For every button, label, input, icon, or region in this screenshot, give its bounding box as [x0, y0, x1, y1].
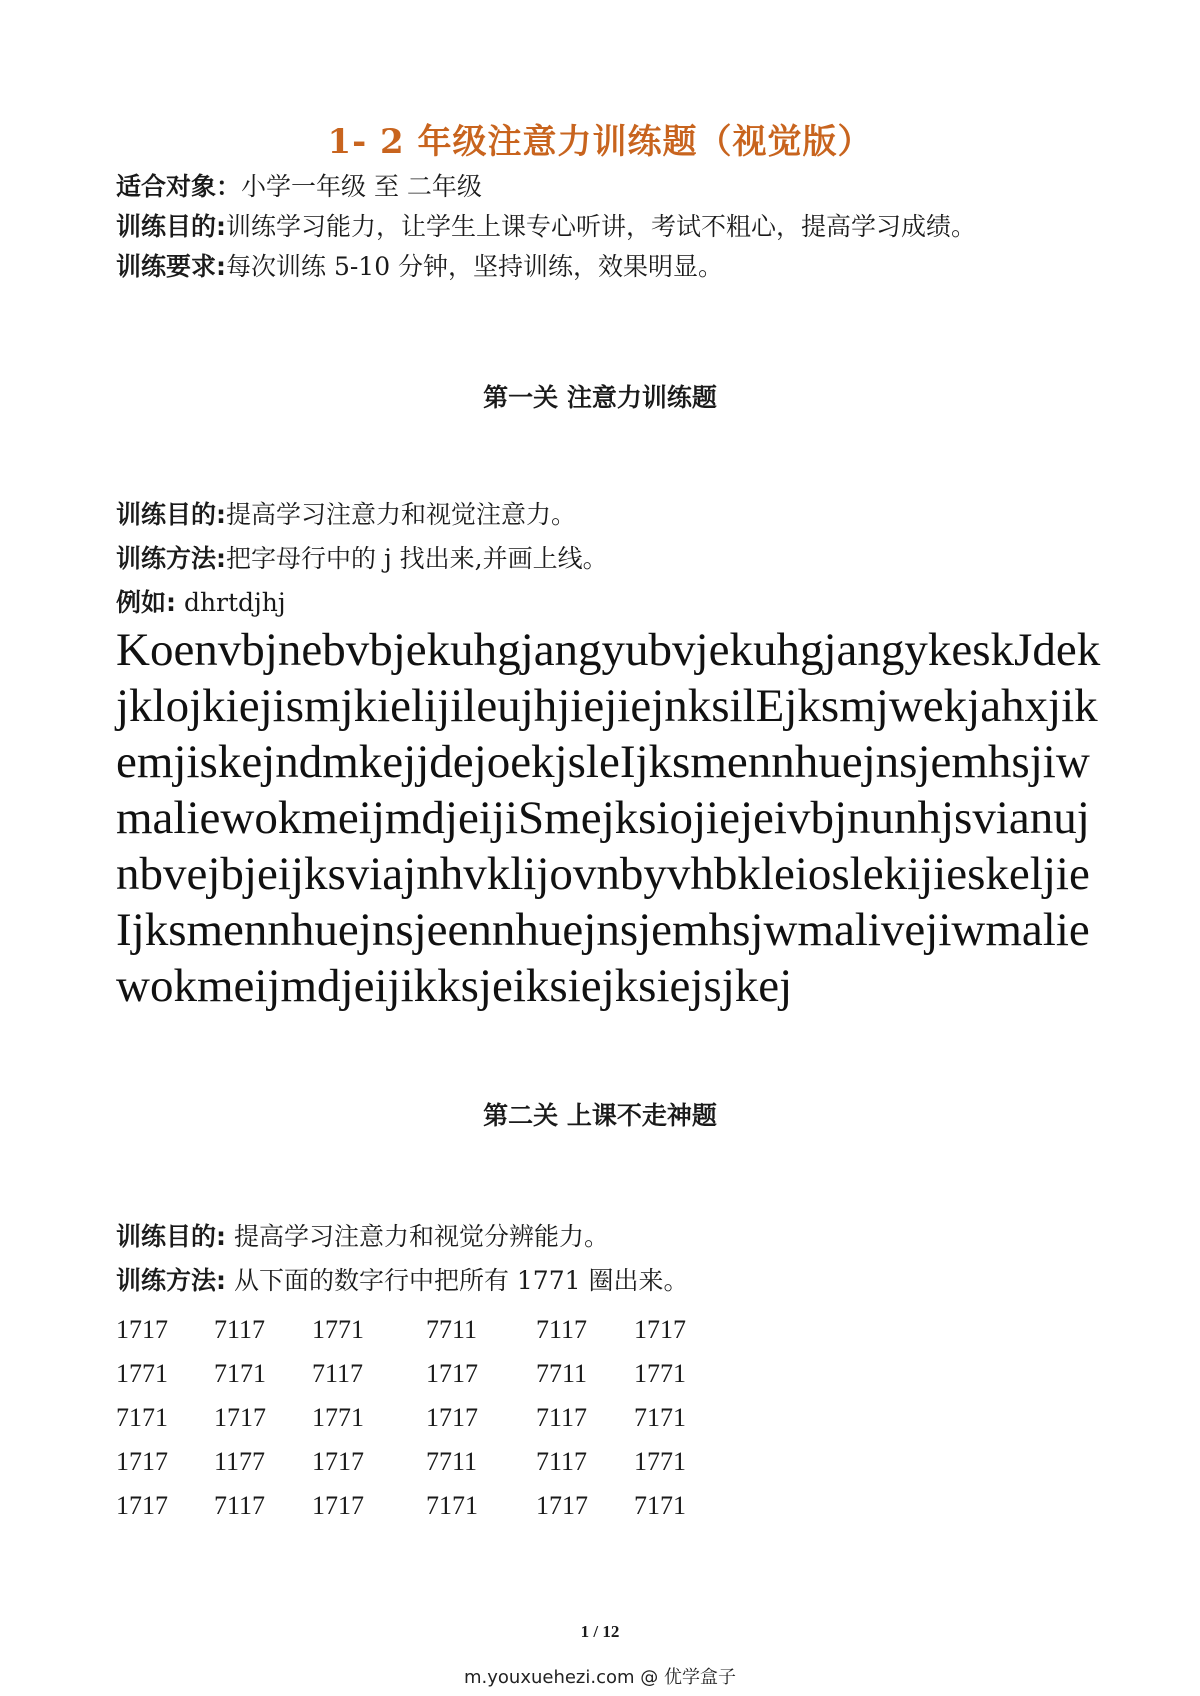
number-cell: 1717 — [116, 1447, 168, 1476]
number-row — [116, 1484, 714, 1528]
number-cell: 7117 — [536, 1447, 588, 1476]
number-cell: 7711 — [536, 1359, 588, 1388]
section2-method-label: 训练方法: — [116, 1266, 226, 1295]
section2-method-line — [116, 1266, 688, 1296]
section1-method-value: 把字母行中的 j 找出来,并画上线。 — [226, 544, 608, 573]
number-cell: 1771 — [116, 1359, 168, 1388]
number-cell: 1771 — [634, 1359, 686, 1388]
section1-purpose-line — [116, 500, 576, 530]
number-cell: 1717 — [116, 1315, 168, 1344]
section1-method-label: 训练方法: — [116, 544, 226, 573]
number-row — [116, 1396, 714, 1440]
section2-purpose-value: 提高学习注意力和视觉分辨能力。 — [226, 1222, 609, 1251]
letter-block — [116, 622, 1136, 1014]
requirement-value: 每次训练 5-10 分钟，坚持训练，效果明显。 — [226, 252, 724, 281]
number-cell: 1177 — [214, 1447, 266, 1476]
number-cell: 1771 — [312, 1403, 364, 1432]
number-cell: 1717 — [536, 1491, 588, 1520]
number-cell: 1717 — [426, 1403, 478, 1432]
purpose-label: 训练目的: — [116, 212, 226, 241]
number-cell: 7117 — [312, 1359, 364, 1388]
number-row — [116, 1440, 714, 1484]
target-line — [116, 172, 482, 202]
section1-purpose-label: 训练目的: — [116, 500, 226, 529]
number-cell: 7171 — [634, 1403, 686, 1432]
target-label: 适合对象： — [116, 172, 242, 201]
section1-example-label: 例如: — [116, 588, 176, 617]
number-cell: 7171 — [426, 1491, 478, 1520]
number-cell: 7171 — [214, 1359, 266, 1388]
number-cell: 7117 — [536, 1315, 588, 1344]
number-cell: 1771 — [634, 1447, 686, 1476]
number-cell: 1771 — [312, 1315, 364, 1344]
letter-line: emjiskejndmkejjdejoekjsleIjksmennhuejnsjemhsjiw — [116, 736, 1090, 788]
section2-purpose-label: 训练目的: — [116, 1222, 226, 1251]
number-grid — [116, 1308, 714, 1528]
section2-purpose-line — [116, 1222, 609, 1252]
number-cell: 1717 — [116, 1491, 168, 1520]
target-value: 小学一年级 至 二年级 — [241, 172, 482, 201]
letter-line: nbvejbjeijksviajnhvklijovnbyvhbkleioslekijieskeljie — [116, 848, 1090, 900]
section1-purpose-value: 提高学习注意力和视觉注意力。 — [226, 500, 577, 529]
number-cell: 1717 — [214, 1403, 266, 1432]
letter-line: KoenvbjnebvbjekuhgjangyubvjekuhgjangykeskJdek — [116, 624, 1101, 676]
document-title: 1- 2 年级注意力训练题（视觉版） — [327, 122, 873, 162]
requirement-label: 训练要求: — [116, 252, 226, 281]
letter-line: maliewokmeijmdjeijiSmejksiojiejeivbjnunhjsvianuj — [116, 792, 1090, 844]
section1-heading: 第一关 注意力训练题 — [483, 383, 717, 412]
letter-line: jklojkiejismjkielijileujhjiejiejnksilEjksmjwekjahxjik — [116, 680, 1098, 732]
number-cell: 7117 — [214, 1315, 266, 1344]
number-cell: 7711 — [426, 1315, 478, 1344]
page-number: 1 / 12 — [580, 1622, 620, 1641]
section1-example-line — [116, 588, 286, 618]
number-row — [116, 1352, 714, 1396]
number-cell: 7171 — [116, 1403, 168, 1432]
letter-line: Ijksmennhuejnsjeennhuejnsjemhsjwmalivejiwmalie — [116, 904, 1090, 956]
section2-heading: 第二关 上课不走神题 — [483, 1101, 717, 1130]
number-row — [116, 1308, 714, 1352]
letter-line: wokmeijmdjeijikksjeiksiejksiejsjkej — [116, 960, 793, 1012]
number-cell: 7117 — [214, 1491, 266, 1520]
purpose-line — [116, 212, 976, 242]
number-cell: 7117 — [536, 1403, 588, 1432]
number-cell: 7171 — [634, 1491, 686, 1520]
number-cell: 1717 — [312, 1491, 364, 1520]
section1-example-value: dhrtdjhj — [176, 588, 286, 617]
number-cell: 1717 — [634, 1315, 686, 1344]
footer-watermark: m.youxuehezi.com @ 优学盒子 — [463, 1667, 736, 1688]
number-cell: 7711 — [426, 1447, 478, 1476]
requirement-line — [116, 252, 723, 282]
purpose-value: 训练学习能力，让学生上课专心听讲，考试不粗心，提高学习成绩。 — [226, 212, 977, 241]
number-cell: 1717 — [426, 1359, 478, 1388]
section1-method-line — [116, 544, 608, 574]
number-cell: 1717 — [312, 1447, 364, 1476]
section2-method-value: 从下面的数字行中把所有 1771 圈出来。 — [226, 1266, 689, 1295]
